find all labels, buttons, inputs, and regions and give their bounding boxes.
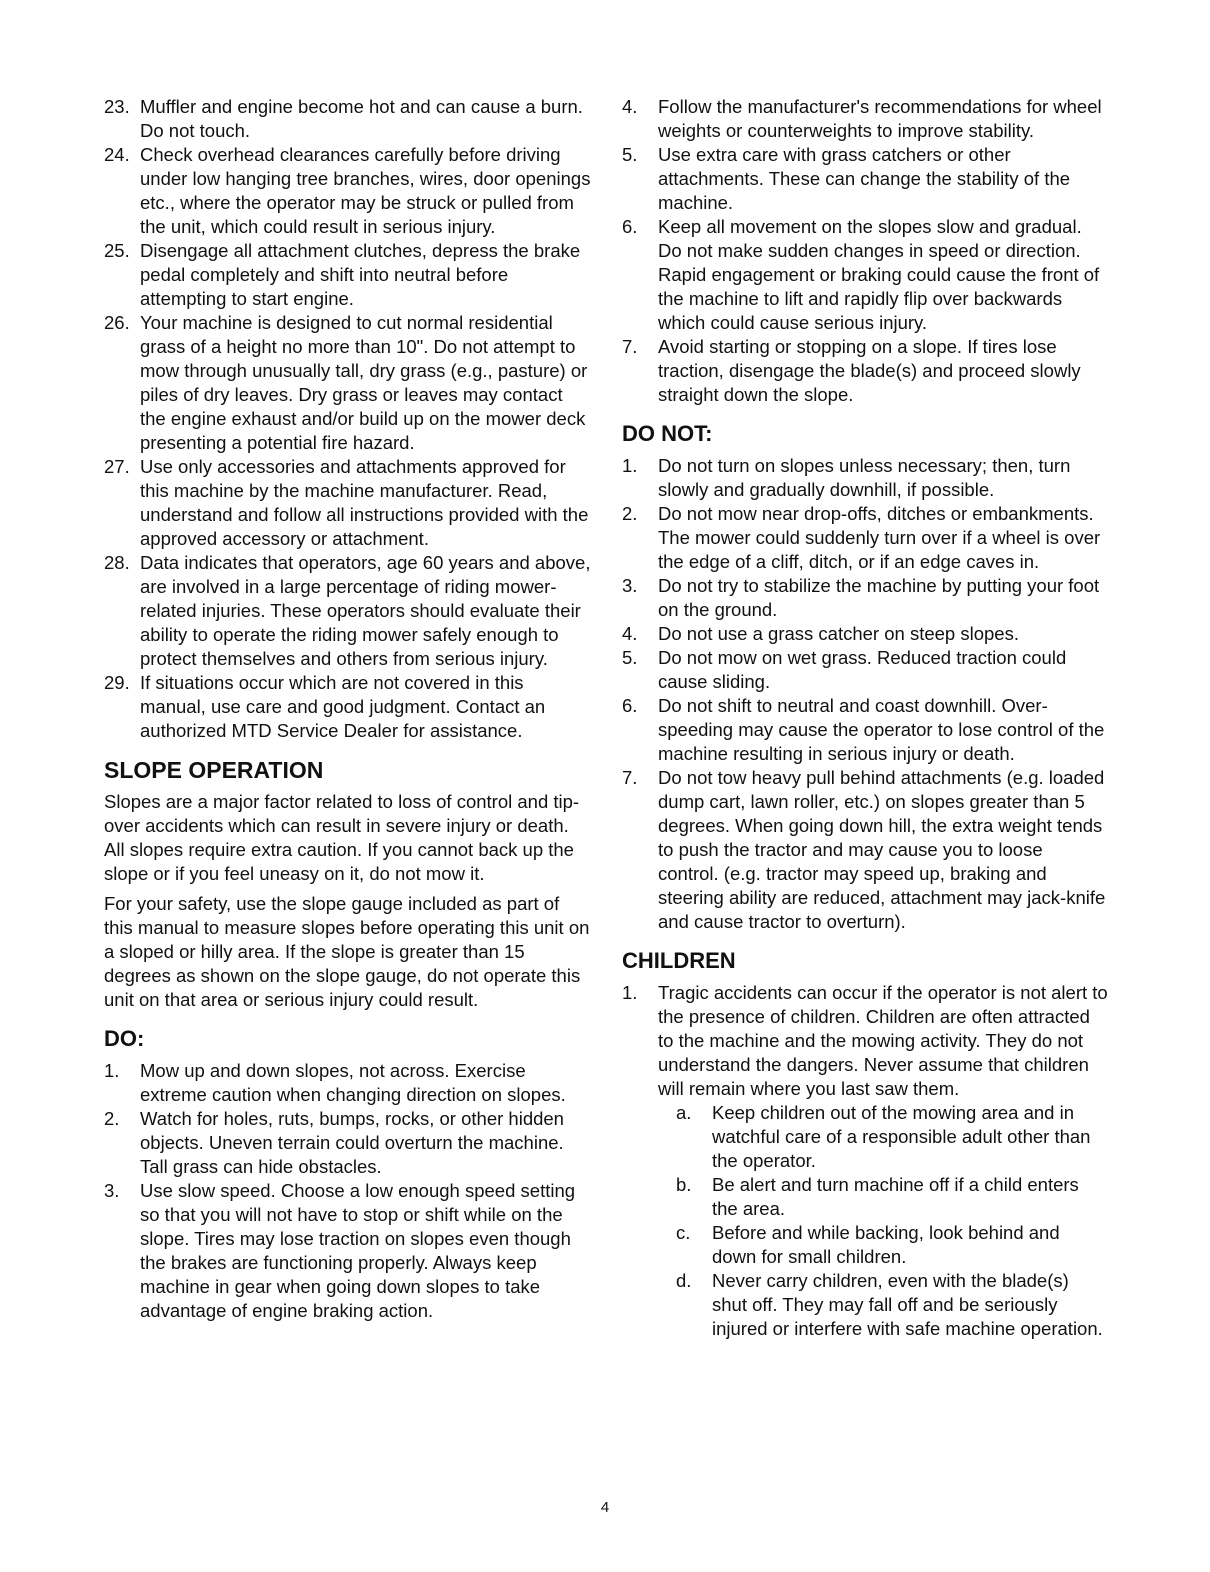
list-item [622,502,1108,574]
do-not-list [622,454,1108,934]
list-item-text: Do not mow near drop-offs, ditches or embankments. The mower could suddenly turn over if a wheel is over the edge of a cliff, ditch, or if an edge caves in. [658,503,1101,572]
list-item [104,455,592,551]
sub-list-item-letter: b. [676,1174,692,1195]
list-item [104,1059,592,1107]
list-item-text: Do not mow on wet grass. Reduced traction could cause sliding. [658,647,1067,692]
list-item [622,215,1108,335]
list-item-number: 4. [622,623,638,644]
list-item-text: If situations occur which are not covered in this manual, use care and good judgment. Contact an authorized MTD Service Dealer for assistance. [140,672,546,741]
list-item-number: 2. [622,503,638,524]
list-item [622,143,1108,215]
slope-paragraph-1: Slopes are a major factor related to loss of control and tip-over accidents which can result in severe injury or death. All slopes require extra caution. If you cannot back up the slope or if you feel uneasy on it, do not mow it. [104,791,580,884]
list-item [104,1179,592,1323]
list-item-text: Use only accessories and attachments approved for this machine by the machine manufacturer. Read, understand and follow all instructions provided with the approved accessory or attachment. [140,456,589,549]
page-number: 4 [600,1499,610,1516]
sub-list-item-letter: c. [676,1222,691,1243]
list-item [104,239,592,311]
do-list [104,1059,592,1323]
list-item-number: 26. [104,312,130,333]
list-item-number: 1. [104,1060,120,1081]
do-not-heading: DO NOT: [622,421,713,446]
list-item-text: Your machine is designed to cut normal residential grass of a height no more than 10". Do not attempt to mow through unusually tall, dry grass (e.g., pasture) or piles of dry leaves. Dry grass or leaves may contact the engine exhaust and/or build up on the mower deck presenting a potential fire hazard. [140,312,588,453]
list-item-text: Disengage all attachment clutches, depress the brake pedal completely and shift into neutral before attempting to start engine. [140,240,581,309]
list-item-number: 6. [622,216,638,237]
list-item-number: 25. [104,240,130,261]
list-item [104,671,592,743]
safety-list-continued [104,95,592,743]
list-item-number: 1. [622,455,638,476]
children-sublist [676,1101,1108,1341]
left-column [104,95,592,1323]
children-heading: CHILDREN [622,948,736,973]
list-item [622,766,1108,934]
list-item-number: 24. [104,144,130,165]
sub-list-item [676,1173,1108,1221]
list-item-text: Watch for holes, ruts, bumps, rocks, or other hidden objects. Uneven terrain could overturn the machine. Tall grass can hide obstacles. [140,1108,564,1177]
list-item-text: Do not use a grass catcher on steep slopes. [658,623,1019,644]
list-item [622,646,1108,694]
list-item [622,335,1108,407]
list-item-number: 5. [622,647,638,668]
sub-list-item [676,1101,1108,1173]
list-item-number: 27. [104,456,130,477]
list-item-number: 7. [622,336,638,357]
sub-list-item [676,1269,1108,1341]
right-column [622,95,1108,1341]
list-item-text: Do not turn on slopes unless necessary; then, turn slowly and gradually downhill, if possible. [658,455,1071,500]
list-item-number: 7. [622,767,638,788]
list-item-text: Follow the manufacturer's recommendations for wheel weights or counterweights to improve stability. [658,96,1102,141]
do-list-continued [622,95,1108,407]
list-item-text: Muffler and engine become hot and can cause a burn. Do not touch. [140,96,583,141]
list-item-number: 3. [104,1180,120,1201]
sub-list-item [676,1221,1108,1269]
list-item-number: 2. [104,1108,120,1129]
sub-list-item-text: Never carry children, even with the blade(s) shut off. They may fall off and be seriously injured or interfere with safe machine operation. [712,1270,1103,1339]
children-list [622,981,1108,1101]
list-item-text: Use slow speed. Choose a low enough speed setting so that you will not have to stop or shift while on the slope. Tires may lose traction on slopes even though the brakes are functioning properly. Always keep machine in gear when going down slopes to take advantage of engine braking action. [140,1180,576,1321]
list-item-text: Tragic accidents can occur if the operator is not alert to the presence of children. Children are often attracted to the machine and the mowing activity. They do not understand the dangers. Never assume that children will remain where you last saw them. [658,982,1108,1099]
sub-list-item-text: Be alert and turn machine off if a child enters the area. [712,1174,1079,1219]
list-item-text: Mow up and down slopes, not across. Exercise extreme caution when changing direction on slopes. [140,1060,566,1105]
list-item-number: 29. [104,672,130,693]
list-item [622,622,1108,646]
list-item-text: Avoid starting or stopping on a slope. If tires lose traction, disengage the blade(s) and proceed slowly straight down the slope. [658,336,1081,405]
sub-list-item-text: Before and while backing, look behind and down for small children. [712,1222,1060,1267]
list-item-text: Do not shift to neutral and coast downhill. Over-speeding may cause the operator to lose control of the machine resulting in serious injury or death. [658,695,1105,764]
list-item-number: 1. [622,982,638,1003]
list-item [104,95,592,143]
list-item-text: Do not tow heavy pull behind attachments (e.g. loaded dump cart, lawn roller, etc.) on slopes greater than 5 degrees. When going down hill, the extra weight tends to push the tractor and may cause you to loose control. (e.g. tractor may speed up, braking and steering ability are reduced, attachment may jack-knife and cause tractor to overturn). [658,767,1106,932]
list-item-text: Use extra care with grass catchers or other attachments. These can change the stability of the machine. [658,144,1071,213]
list-item-number: 28. [104,552,130,573]
do-heading: DO: [104,1026,145,1051]
list-item-text: Do not try to stabilize the machine by putting your foot on the ground. [658,575,1100,620]
list-item-text: Keep all movement on the slopes slow and gradual. Do not make sudden changes in speed or direction. Rapid engagement or braking could cause the front of the machine to lift and rapidly flip over backwards which could cause serious injury. [658,216,1100,333]
list-item [622,95,1108,143]
list-item-number: 5. [622,144,638,165]
list-item [104,143,592,239]
list-item [104,551,592,671]
list-item-text: Data indicates that operators, age 60 years and above, are involved in a large percentage of riding mower-related injuries. These operators should evaluate their ability to operate the riding mower safely enough to protect themselves and others from serious injury. [140,552,591,669]
list-item [104,1107,592,1179]
sub-list-item-letter: a. [676,1102,692,1123]
list-item-number: 6. [622,695,638,716]
list-item [622,574,1108,622]
list-item-number: 3. [622,575,638,596]
list-item [622,981,1108,1101]
sub-list-item-letter: d. [676,1270,692,1291]
slope-paragraph-2: For your safety, use the slope gauge included as part of this manual to measure slopes before operating this unit on a sloped or hilly area. If the slope is greater than 15 degrees as shown on the slope gauge, do not operate this unit on that area or serious injury could result. [104,893,590,1010]
list-item [622,454,1108,502]
list-item-number: 23. [104,96,130,117]
list-item-number: 4. [622,96,638,117]
list-item-text: Check overhead clearances carefully before driving under low hanging tree branches, wires, door openings etc., where the operator may be struck or pulled from the unit, which could result in serious injury. [140,144,591,237]
list-item [622,694,1108,766]
list-item [104,311,592,455]
sub-list-item-text: Keep children out of the mowing area and in watchful care of a responsible adult other than the operator. [712,1102,1091,1171]
slope-operation-heading: SLOPE OPERATION [104,757,324,783]
